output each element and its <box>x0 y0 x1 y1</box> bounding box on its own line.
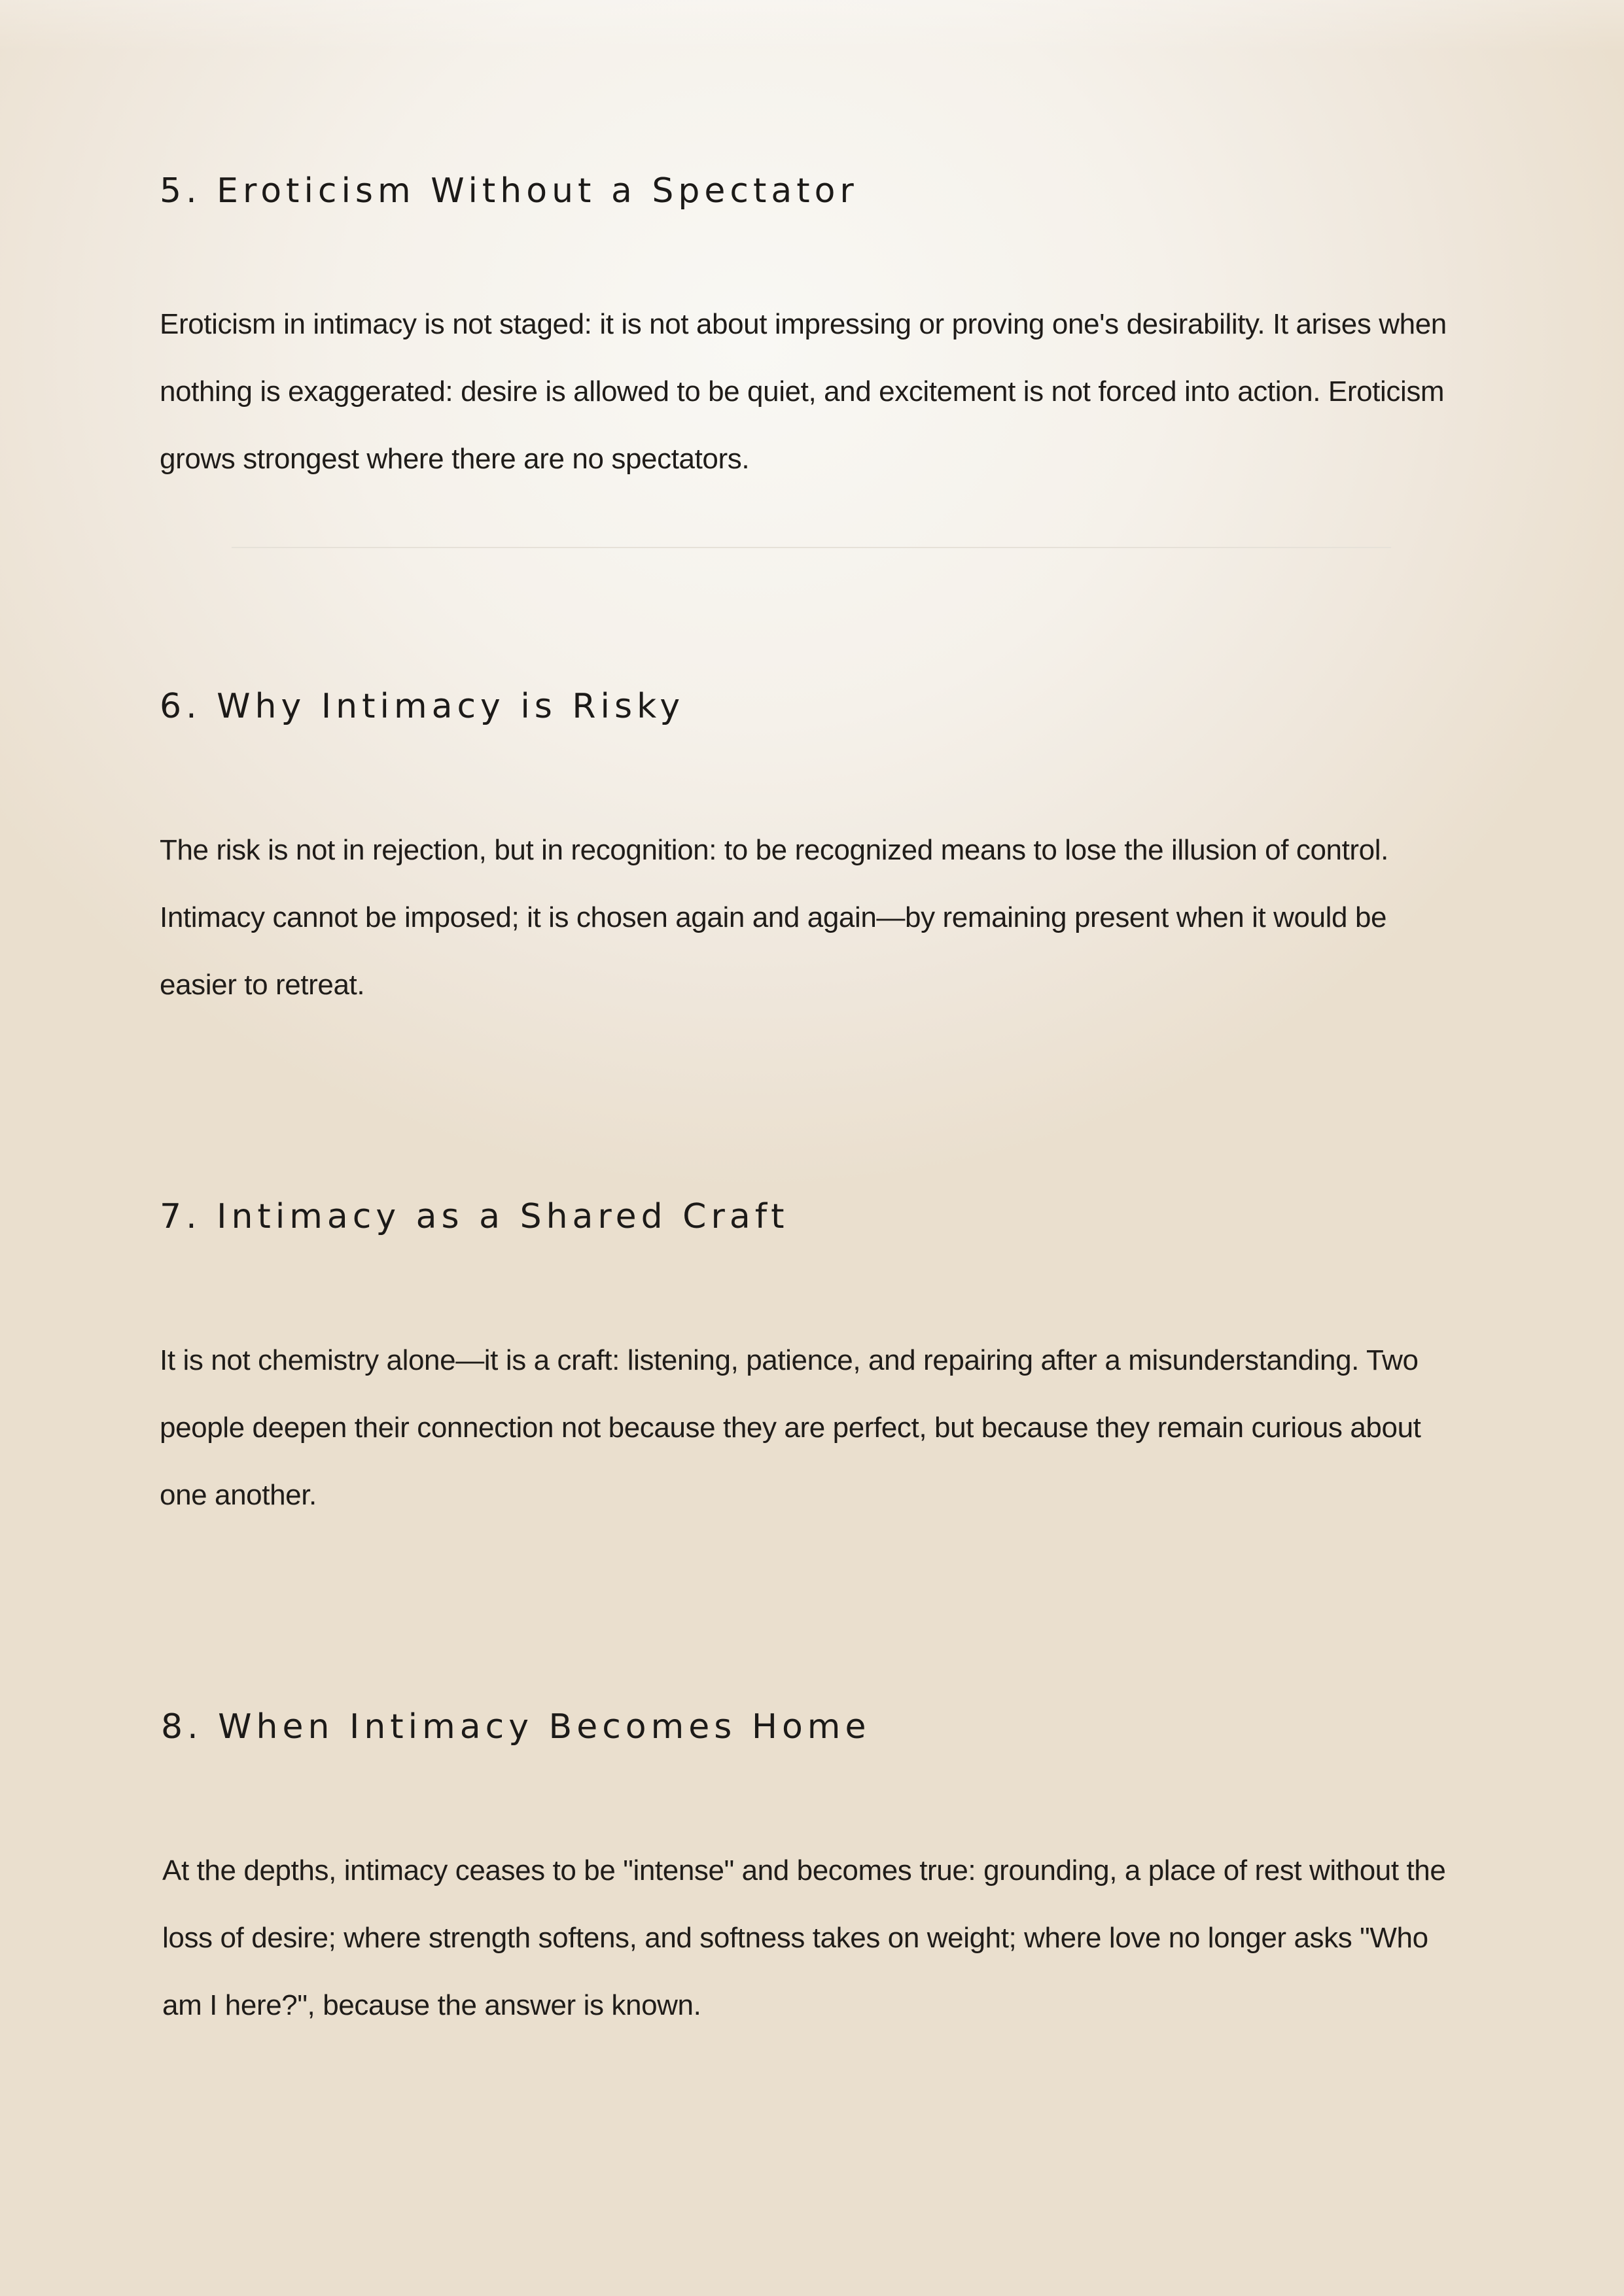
section-title: 6. Why Intimacy is Risky <box>160 687 685 726</box>
section-when-intimacy-becomes-home <box>161 1701 1470 2021</box>
section-body: The risk is not in rejection, but in recognition: to be recognized means to lose the illusion of control. Intimacy cannot be imposed; it is chosen again and again—by remaining present when it would be easier to retreat. <box>160 834 1388 1001</box>
section-why-intimacy-is-risky <box>160 680 1468 1001</box>
section-body: It is not chemistry alone—it is a craft: listening, patience, and repairing after a misunderstanding. Two people deepen their connection not because they are perfect, but because they remain curious about one another. <box>160 1344 1421 1511</box>
section-body: At the depths, intimacy ceases to be "intense" and becomes true: grounding, a place of rest without the loss of desire; where strength softens, and softness takes on weight; where love no longer asks "Who am I here?", because the answer is known. <box>162 1854 1446 2021</box>
section-title: 7. Intimacy as a Shared Craft <box>160 1197 789 1236</box>
section-divider <box>232 547 1391 548</box>
section-body: Eroticism in intimacy is not staged: it is not about impressing or proving one's desirability. It arises when nothing is exaggerated: desire is allowed to be quiet, and excitement is not forced into action. Eroticism grows strongest where there are no spectators. <box>160 308 1447 475</box>
section-eroticism-without-spectator <box>160 165 1468 475</box>
section-title: 5. Eroticism Without a Spectator <box>160 171 858 211</box>
section-title: 8. When Intimacy Becomes Home <box>161 1707 871 1747</box>
page-top-band <box>0 0 1624 52</box>
section-intimacy-as-shared-craft <box>160 1191 1468 1511</box>
